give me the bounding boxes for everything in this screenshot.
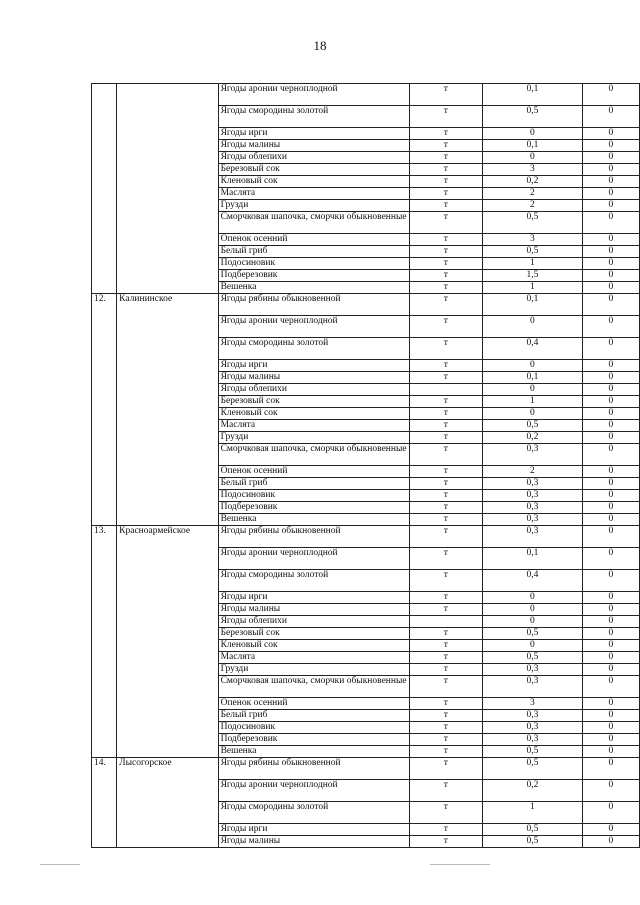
limit-cell: 0: [582, 408, 639, 420]
limit-cell: 0: [582, 360, 639, 372]
unit-cell: т: [409, 676, 483, 698]
limit-cell: 0: [582, 640, 639, 652]
unit-cell: т: [409, 152, 483, 164]
unit-cell: т: [409, 140, 483, 152]
unit-cell: т: [409, 526, 483, 548]
scan-artifact: [430, 864, 490, 865]
product-name: Кленовый сок: [218, 176, 409, 188]
limit-cell: 0: [582, 200, 639, 212]
value-cell: 1: [483, 802, 583, 824]
product-name: Ягоды смородины золотой: [218, 106, 409, 128]
unit-cell: т: [409, 84, 483, 106]
limit-cell: 0: [582, 652, 639, 664]
unit-cell: т: [409, 270, 483, 282]
unit-cell: т: [409, 802, 483, 824]
table-body: [92, 84, 640, 848]
product-name: Грузди: [218, 432, 409, 444]
limit-cell: 0: [582, 734, 639, 746]
limit-cell: 0: [582, 282, 639, 294]
product-name: Сморчковая шапочка, сморчки обыкновенные: [218, 212, 409, 234]
value-cell: 0,5: [483, 212, 583, 234]
product-name: Подберезовик: [218, 502, 409, 514]
value-cell: 0,1: [483, 294, 583, 316]
product-name: Ягоды аронии черноплодной: [218, 316, 409, 338]
value-cell: 3: [483, 234, 583, 246]
value-cell: 0,5: [483, 420, 583, 432]
value-cell: 3: [483, 164, 583, 176]
limit-cell: 0: [582, 722, 639, 734]
product-name: Опенок осенний: [218, 234, 409, 246]
product-name: Ягоды малины: [218, 140, 409, 152]
unit-cell: т: [409, 432, 483, 444]
unit-cell: т: [409, 188, 483, 200]
limit-cell: 0: [582, 444, 639, 466]
value-cell: 0: [483, 408, 583, 420]
limit-cell: 0: [582, 514, 639, 526]
limit-cell: 0: [582, 570, 639, 592]
unit-cell: т: [409, 824, 483, 836]
value-cell: 0,3: [483, 710, 583, 722]
product-name: Маслята: [218, 188, 409, 200]
unit-cell: т: [409, 640, 483, 652]
limit-cell: 0: [582, 548, 639, 570]
value-cell: 0,2: [483, 176, 583, 188]
limit-cell: 0: [582, 372, 639, 384]
unit-cell: т: [409, 408, 483, 420]
value-cell: 0,3: [483, 514, 583, 526]
value-cell: 0: [483, 316, 583, 338]
limit-cell: 0: [582, 140, 639, 152]
product-name: Ягоды облепихи: [218, 152, 409, 164]
unit-cell: т: [409, 722, 483, 734]
value-cell: 0,5: [483, 824, 583, 836]
limit-cell: 0: [582, 802, 639, 824]
unit-cell: т: [409, 258, 483, 270]
limit-cell: 0: [582, 502, 639, 514]
unit-cell: т: [409, 514, 483, 526]
value-cell: 3: [483, 698, 583, 710]
limit-cell: 0: [582, 490, 639, 502]
value-cell: 1: [483, 282, 583, 294]
limit-cell: 0: [582, 396, 639, 408]
unit-cell: т: [409, 396, 483, 408]
product-name: Опенок осенний: [218, 466, 409, 478]
limit-cell: 0: [582, 628, 639, 640]
unit-cell: т: [409, 758, 483, 780]
product-name: Ягоды аронии черноплодной: [218, 84, 409, 106]
value-cell: 0,5: [483, 746, 583, 758]
product-name: Белый гриб: [218, 246, 409, 258]
unit-cell: т: [409, 490, 483, 502]
value-cell: 0: [483, 152, 583, 164]
unit-cell: т: [409, 780, 483, 802]
product-name: Ягоды аронии черноплодной: [218, 548, 409, 570]
unit-cell: т: [409, 628, 483, 640]
limit-cell: 0: [582, 664, 639, 676]
unit-cell: т: [409, 246, 483, 258]
limit-cell: 0: [582, 106, 639, 128]
value-cell: 0: [483, 640, 583, 652]
unit-cell: т: [409, 710, 483, 722]
product-name: Ягоды малины: [218, 604, 409, 616]
product-name: Березовый сок: [218, 628, 409, 640]
limit-cell: 0: [582, 164, 639, 176]
unit-cell: т: [409, 234, 483, 246]
unit-cell: т: [409, 664, 483, 676]
table-row: [92, 84, 640, 106]
value-cell: 0,5: [483, 758, 583, 780]
value-cell: 0,3: [483, 526, 583, 548]
product-name: Маслята: [218, 420, 409, 432]
limit-cell: 0: [582, 384, 639, 396]
value-cell: 0: [483, 128, 583, 140]
value-cell: 0,1: [483, 548, 583, 570]
value-cell: 0,2: [483, 432, 583, 444]
limit-cell: 0: [582, 836, 639, 848]
unit-cell: т: [409, 698, 483, 710]
limit-cell: 0: [582, 466, 639, 478]
value-cell: 2: [483, 188, 583, 200]
limit-cell: 0: [582, 824, 639, 836]
unit-cell: [409, 616, 483, 628]
district-name: [117, 84, 218, 294]
product-name: Ягоды смородины золотой: [218, 338, 409, 360]
value-cell: 2: [483, 466, 583, 478]
limit-cell: 0: [582, 338, 639, 360]
product-name: Сморчковая шапочка, сморчки обыкновенные: [218, 676, 409, 698]
row-number: 12.: [92, 294, 117, 526]
product-name: Березовый сок: [218, 164, 409, 176]
limit-cell: 0: [582, 526, 639, 548]
unit-cell: т: [409, 164, 483, 176]
value-cell: 1: [483, 396, 583, 408]
limit-cell: 0: [582, 604, 639, 616]
limit-cell: 0: [582, 212, 639, 234]
value-cell: 0,1: [483, 140, 583, 152]
page-number: 18: [313, 38, 327, 53]
value-cell: 0: [483, 360, 583, 372]
product-name: Грузди: [218, 664, 409, 676]
limit-cell: 0: [582, 258, 639, 270]
product-name: Ягоды аронии черноплодной: [218, 780, 409, 802]
product-name: Ягоды малины: [218, 836, 409, 848]
limit-cell: 0: [582, 592, 639, 604]
row-number: 13.: [92, 526, 117, 758]
unit-cell: т: [409, 570, 483, 592]
value-cell: 0: [483, 616, 583, 628]
value-cell: 0,3: [483, 444, 583, 466]
value-cell: 0,1: [483, 84, 583, 106]
unit-cell: т: [409, 604, 483, 616]
value-cell: 0,5: [483, 836, 583, 848]
district-name: Калининское: [117, 294, 218, 526]
product-name: Ягоды смородины золотой: [218, 570, 409, 592]
unit-cell: [409, 384, 483, 396]
unit-cell: т: [409, 652, 483, 664]
value-cell: 0,3: [483, 734, 583, 746]
value-cell: 0,3: [483, 502, 583, 514]
product-name: Белый гриб: [218, 478, 409, 490]
limit-cell: 0: [582, 84, 639, 106]
unit-cell: т: [409, 338, 483, 360]
product-name: Подосиновик: [218, 490, 409, 502]
limit-cell: 0: [582, 246, 639, 258]
limit-cell: 0: [582, 746, 639, 758]
limit-cell: 0: [582, 234, 639, 246]
product-name: Ягоды облепихи: [218, 384, 409, 396]
row-number: 14.: [92, 758, 117, 848]
limit-cell: 0: [582, 780, 639, 802]
limit-cell: 0: [582, 698, 639, 710]
product-name: Ягоды облепихи: [218, 616, 409, 628]
value-cell: 0: [483, 384, 583, 396]
scan-artifact: [40, 864, 80, 865]
product-name: Березовый сок: [218, 396, 409, 408]
product-name: Ягоды рябины обыкновенной: [218, 526, 409, 548]
unit-cell: т: [409, 128, 483, 140]
unit-cell: т: [409, 478, 483, 490]
limits-table: [91, 83, 640, 848]
unit-cell: т: [409, 734, 483, 746]
limit-cell: 0: [582, 478, 639, 490]
unit-cell: т: [409, 592, 483, 604]
limit-cell: 0: [582, 710, 639, 722]
limit-cell: 0: [582, 758, 639, 780]
limit-cell: 0: [582, 188, 639, 200]
limit-cell: 0: [582, 128, 639, 140]
limit-cell: 0: [582, 432, 639, 444]
table-row: [92, 758, 640, 780]
unit-cell: т: [409, 200, 483, 212]
district-name: Красноармейское: [117, 526, 218, 758]
unit-cell: т: [409, 502, 483, 514]
product-name: Маслята: [218, 652, 409, 664]
value-cell: 0,3: [483, 490, 583, 502]
limit-cell: 0: [582, 420, 639, 432]
value-cell: 0,5: [483, 246, 583, 258]
product-name: Вешенка: [218, 514, 409, 526]
product-name: Кленовый сок: [218, 640, 409, 652]
limit-cell: 0: [582, 676, 639, 698]
product-name: Вешенка: [218, 746, 409, 758]
product-name: Опенок осенний: [218, 698, 409, 710]
unit-cell: т: [409, 176, 483, 188]
value-cell: 1: [483, 258, 583, 270]
value-cell: 0,4: [483, 570, 583, 592]
limit-cell: 0: [582, 270, 639, 282]
value-cell: 0,1: [483, 372, 583, 384]
value-cell: 0,2: [483, 780, 583, 802]
unit-cell: т: [409, 444, 483, 466]
product-name: Грузди: [218, 200, 409, 212]
row-number: [92, 84, 117, 294]
limit-cell: 0: [582, 294, 639, 316]
unit-cell: т: [409, 420, 483, 432]
value-cell: 0,3: [483, 722, 583, 734]
unit-cell: т: [409, 294, 483, 316]
limit-cell: 0: [582, 316, 639, 338]
product-name: Ягоды ирги: [218, 824, 409, 836]
unit-cell: т: [409, 316, 483, 338]
value-cell: 0,5: [483, 106, 583, 128]
product-name: Кленовый сок: [218, 408, 409, 420]
product-name: Подберезовик: [218, 270, 409, 282]
product-name: Вешенка: [218, 282, 409, 294]
value-cell: 2: [483, 200, 583, 212]
product-name: Ягоды ирги: [218, 360, 409, 372]
value-cell: 0,3: [483, 664, 583, 676]
value-cell: 0,5: [483, 628, 583, 640]
unit-cell: т: [409, 360, 483, 372]
value-cell: 0,5: [483, 652, 583, 664]
product-name: Ягоды смородины золотой: [218, 802, 409, 824]
unit-cell: т: [409, 746, 483, 758]
value-cell: 0: [483, 592, 583, 604]
unit-cell: т: [409, 466, 483, 478]
value-cell: 0: [483, 604, 583, 616]
limit-cell: 0: [582, 176, 639, 188]
value-cell: 0,3: [483, 676, 583, 698]
limit-cell: 0: [582, 152, 639, 164]
table-row: [92, 294, 640, 316]
table-row: [92, 526, 640, 548]
value-cell: 1,5: [483, 270, 583, 282]
unit-cell: т: [409, 836, 483, 848]
product-name: Подберезовик: [218, 734, 409, 746]
product-name: Ягоды ирги: [218, 128, 409, 140]
product-name: Подосиновик: [218, 722, 409, 734]
unit-cell: т: [409, 282, 483, 294]
limit-cell: 0: [582, 616, 639, 628]
product-name: Ягоды малины: [218, 372, 409, 384]
product-name: Подосиновик: [218, 258, 409, 270]
product-name: Сморчковая шапочка, сморчки обыкновенные: [218, 444, 409, 466]
product-name: Ягоды рябины обыкновенной: [218, 294, 409, 316]
unit-cell: т: [409, 372, 483, 384]
product-name: Ягоды рябины обыкновенной: [218, 758, 409, 780]
unit-cell: т: [409, 548, 483, 570]
unit-cell: т: [409, 212, 483, 234]
product-name: Ягоды ирги: [218, 592, 409, 604]
unit-cell: т: [409, 106, 483, 128]
product-name: Белый гриб: [218, 710, 409, 722]
value-cell: 0,3: [483, 478, 583, 490]
value-cell: 0,4: [483, 338, 583, 360]
district-name: Лысогорское: [117, 758, 218, 848]
